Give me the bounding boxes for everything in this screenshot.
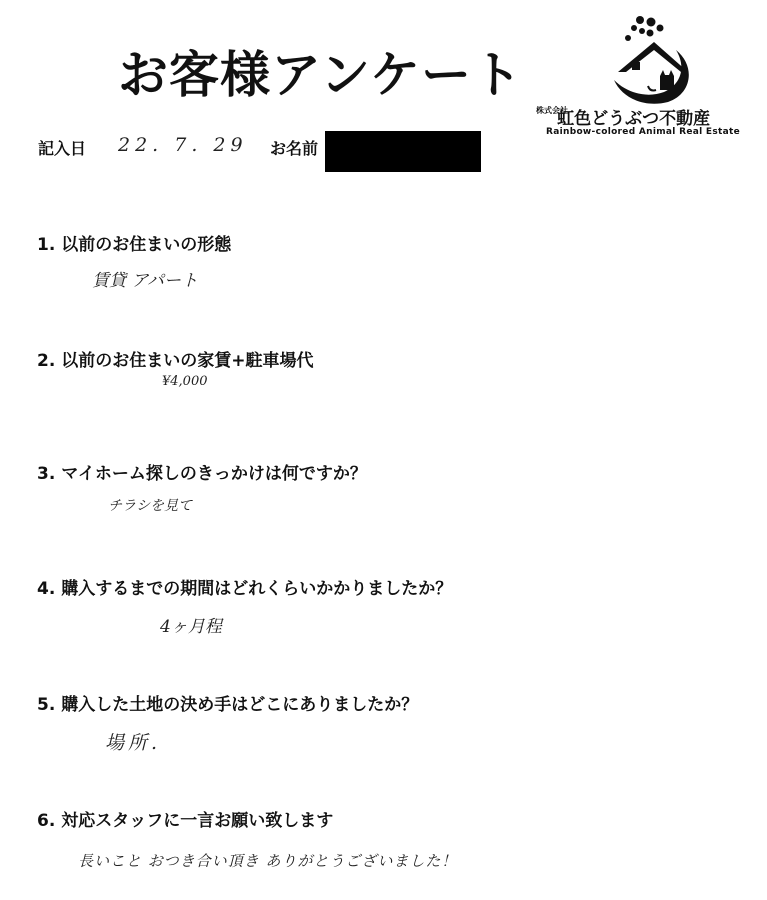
date-value: 22. 7. 29 (118, 134, 248, 156)
answer-6: 長いこと おつき合い頂き ありがとうございました！ (78, 852, 458, 870)
logo-english-name: Rainbow-colored Animal Real Estate (546, 127, 741, 137)
question-1: 1. 以前のお住まいの形態 (37, 235, 232, 255)
question-3: 3. マイホーム探しのきっかけは何ですか？ (37, 464, 367, 484)
question-2: 2. 以前のお住まいの家賃+駐車場代 (37, 351, 314, 371)
date-label: 記入日 (38, 139, 87, 158)
answer-2: ¥4,000 (162, 374, 208, 389)
logo-company-name: 虹色どうぶつ不動産 (557, 109, 711, 129)
answer-4: 4ヶ月程 (160, 617, 222, 637)
answer-3: チラシを見て (108, 498, 192, 514)
question-4: 4. 購入するまでの期間はどれくらいかかりましたか？ (37, 579, 453, 599)
logo-kaisha-text: 株式会社 (536, 106, 568, 115)
company-logo (532, 14, 741, 139)
question-6: 6. 対応スタッフに一言お願い致します (37, 811, 334, 831)
question-5: 5. 購入した土地の決め手はどこにありましたか？ (37, 695, 419, 715)
name-redaction (325, 131, 481, 172)
house-cat-logo-icon (584, 14, 694, 106)
answer-1: 賃貸 アパート (92, 271, 199, 291)
answer-5: 場所. (105, 732, 162, 754)
name-label: お名前 (270, 139, 319, 158)
survey-title: お客様アンケート (118, 46, 523, 104)
